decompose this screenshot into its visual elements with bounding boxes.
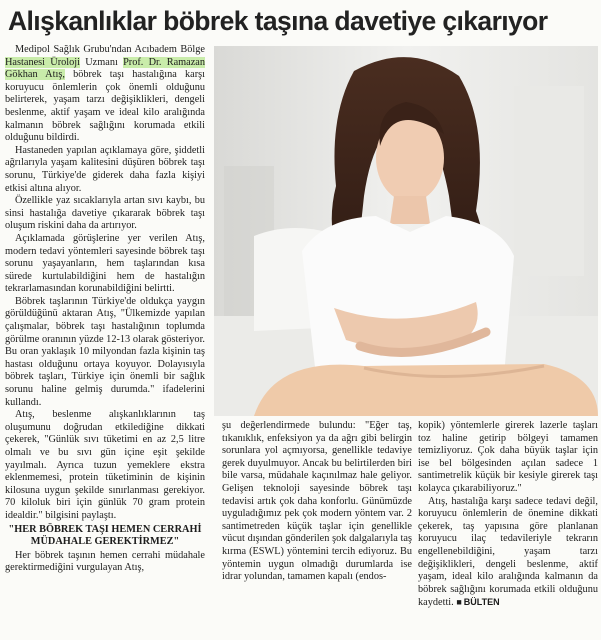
headline: Alışkanlıklar böbrek taşına davetiye çıkarıyor <box>8 6 548 36</box>
highlight-hospital: Hastanesi Üroloji <box>5 56 80 68</box>
intro-rest: böbrek taşı hastalığına karşı koruyucu önlemlerin çok önemli olduğunu belirterek, yaşam tarzı değişiklikleri, dengeli beslenme, aktif yaşam ve ideal kilo aralığında kalmanın böbrek sağlığını korumada etkili olduğunu bildirdi. <box>5 69 205 144</box>
signature: ■ BÜLTEN <box>456 597 499 607</box>
article-photo <box>214 46 598 416</box>
closing-text: Atış, hastalığa karşı sadece tedavi değil, koruyucu önlemlerin de önemine dikkati çekerek, taş yapısına göre planlanan koruyucu ilaç tedavileriyle tekrarın engellenebildiğini, yaşam tarzı değişiklikleri, dengeli beslenme, aktif yaşam, ideal kilo aralığında kalmanın da böbrek sağlığını korumada etkili olduğunu kaydetti. <box>418 495 598 609</box>
paragraph: Hastaneden yapılan açıklamaya göre, şiddetli ağrılarıyla yaşam kalitesini düşüren böbrek taşı sorunu, Türkiye'de giderek daha fazla kişiyi etkisi altına alıyor. <box>5 144 205 194</box>
column-1 <box>5 44 205 575</box>
intro-paragraph <box>5 44 205 145</box>
paragraph <box>418 496 598 610</box>
intro-title-word: Uzmanı <box>85 56 118 68</box>
highlight-doctor-name: Prof. Dr. Ramazan Gökhan Atış, <box>5 56 206 81</box>
column-3 <box>418 420 598 610</box>
paragraph: kopik) yöntemlerle girerek lazerle taşları toz haline getirip bölgeyi tamamen temizliyoruz. Çok daha büyük taşlar için ise bel bölgesinden açılan sadece 1 santimetrelik küçük bir kesiyle girerek taşı kolayca çıkarabiliyoruz." <box>418 420 598 494</box>
subheading: "HER BÖBREK TAŞI HEMEN CERRAHİ MÜDAHALE GEREKTİRMEZ" <box>8 523 202 548</box>
column-2 <box>222 420 412 584</box>
woman-stomach-pain-illustration <box>214 46 598 416</box>
paragraph: Böbrek taşlarının Türkiye'de oldukça yaygın görüldüğünü aktaran Atış, "Ülkemizde yapılan çalışmalar, böbrek taşı hastalığının toplumda görülme oranının yüzde 12-13 olarak gösteriyor. Bu oran yaklaşık 10 milyondan fazla kişinin taş hastası olduğunu ortaya koyuyor. Dolayısıyla böbrek taşları, Türkiye için önemli bir sağlık sorunu haline gelmiş durumda." ifadelerini kullandı. <box>5 295 205 408</box>
paragraph: Atış, beslenme alışkanlıklarının taş oluşumunu doğrudan etkilediğine dikkati çekerek, "Günlük sıvı tüketimi en az 2,5 litre olmalı ve bu sıvı gün içine eşit şekilde yayılmalı. Ayrıca tuzun yemeklere ekstra eklenmemesi, protein tüketiminin de kişinin kilosuna uygun şekilde sınırlanması gerekiyor. 70 kiloluk biri için günlük 70 gram protein idealdir." bilgisini paylaştı. <box>5 409 205 521</box>
paragraph: Açıklamada görüşlerine yer verilen Atış, modern tedavi yöntemleri sayesinde böbrek taşı sorunu yaşayanların, hem taşlarından kısa sürede kurtulabildiğini hem de hastalığın tekrarlamasından korunabildiğini belirtti. <box>5 232 205 295</box>
intro-lead: Medipol Sağlık Grubu'ndan Acıbadem Bölge <box>15 44 205 55</box>
paragraph: Özellikle yaz sıcaklarıyla artan sıvı kaybı, bu sinsi hastalığa davetiye çıkararak böbrek taşı oluşum riskini daha da artırıyor. <box>5 195 205 232</box>
paragraph: Her böbrek taşının hemen cerrahi müdahale gerektirmediğini vurgulayan Atış, <box>5 549 205 574</box>
paragraph: şu değerlendirmede bulundu: "Eğer taş, tıkanıklık, enfeksiyon ya da ağrı gibi belirgin sorunlara yol açmıyorsa, genellikle tedaviye gerek duyulmuyor. Ancak bu belirtilerden biri bile varsa, müdahale kaçınılmaz hale geliyor. Gelişen teknoloji sayesinde böbrek taşı tedavisi artık çok daha konforlu. Günümüzde uyguladığımız pek çok modern yöntem var. 2 santimetreden küçük taşlar için genellikle vücut dışından gönderilen şok dalgalarıyla taş kırma (ESWL) yöntemini tercih ediyoruz. Bu yöntemin uygun olmadığı durumlarda ise idrar yolundan, tamamen kapalı (endos- <box>222 420 412 583</box>
